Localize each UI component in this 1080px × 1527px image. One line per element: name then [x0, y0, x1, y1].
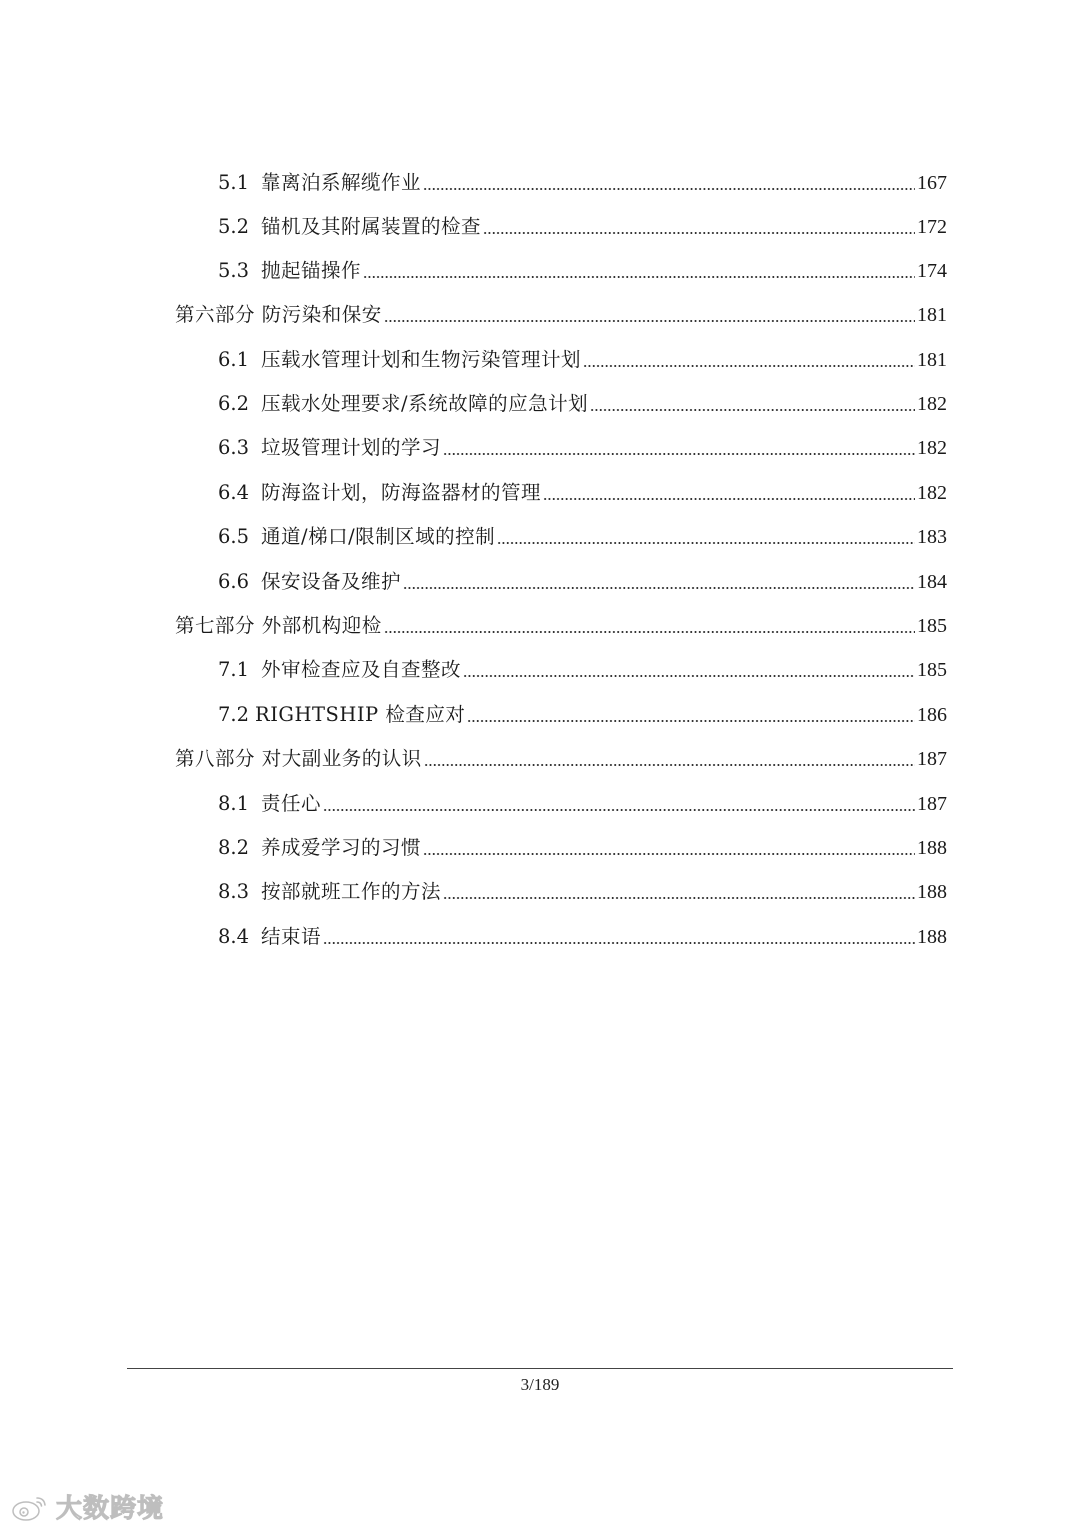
toc-entry-title: RIGHTSHIP 检查应对 — [255, 703, 466, 726]
toc-entry-page: 188 — [917, 837, 947, 859]
toc-entry-page: 185 — [917, 659, 947, 681]
toc-entry-page: 174 — [917, 260, 947, 282]
toc-dot-leader — [363, 276, 915, 278]
toc-entry-number: 5.2 — [218, 215, 250, 238]
toc-dot-leader — [543, 498, 915, 500]
toc-entry-number: 6.3 — [218, 436, 250, 459]
toc-entry-number: 7.1 — [218, 658, 250, 681]
toc-entry-number: 8.4 — [218, 925, 250, 948]
toc-part-heading — [175, 608, 947, 638]
toc-entry-number: 6.4 — [218, 481, 250, 504]
toc-dot-leader — [590, 409, 915, 411]
toc-dot-leader — [424, 764, 915, 766]
toc-entry-title: 压载水管理计划和生物污染管理计划 — [261, 348, 582, 371]
toc-part-heading — [175, 297, 947, 327]
toc-entry-page: 182 — [917, 437, 947, 459]
toc-entry-number: 5.3 — [218, 259, 250, 282]
toc-entry-title: 抛起锚操作 — [261, 259, 362, 282]
toc-entry-number: 5.1 — [218, 171, 250, 194]
toc-entry — [218, 253, 947, 283]
toc-dot-leader — [483, 232, 915, 234]
toc-entry — [218, 475, 947, 505]
watermark — [10, 1488, 164, 1525]
toc-entry-title: 结束语 — [261, 925, 322, 948]
toc-entry-title: 防海盗计划，防海盗器材的管理 — [261, 481, 542, 504]
toc-dot-leader — [403, 587, 915, 589]
toc-dot-leader — [467, 720, 915, 722]
toc-entry — [218, 209, 947, 239]
toc-entry-page: 186 — [917, 704, 947, 726]
toc-entry-title: 锚机及其附属装置的检查 — [261, 215, 482, 238]
toc-entry-number: 8.3 — [218, 880, 250, 903]
toc-entry-title: 靠离泊系解缆作业 — [261, 171, 422, 194]
toc-entry-page: 181 — [917, 349, 947, 371]
toc-entry-title: 外审检查应及自查整改 — [261, 658, 462, 681]
toc-entry — [218, 519, 947, 549]
toc-entry-title: 第八部分 对大副业务的认识 — [175, 747, 422, 770]
toc-entry-page: 188 — [917, 881, 947, 903]
toc-entry — [218, 697, 947, 727]
toc-dot-leader — [423, 188, 915, 190]
toc-entry — [218, 786, 947, 816]
toc-dot-leader — [323, 942, 915, 944]
toc-entry — [218, 342, 947, 372]
toc-dot-leader — [583, 365, 915, 367]
toc-entry-page: 172 — [917, 216, 947, 238]
toc-entry — [218, 386, 947, 416]
toc-entry — [218, 919, 947, 949]
toc-entry-page: 187 — [917, 748, 947, 770]
toc-entry-number: 8.1 — [218, 792, 250, 815]
toc-entry — [218, 564, 947, 594]
toc-entry-title: 责任心 — [261, 792, 322, 815]
watermark-text: 大数跨境 — [56, 1494, 165, 1524]
toc-entry — [218, 430, 947, 460]
toc-entry-number: 7.2 — [218, 703, 250, 726]
toc-entry-title: 压载水处理要求/系统故障的应急计划 — [261, 392, 589, 415]
toc-dot-leader — [497, 542, 915, 544]
toc-entry — [218, 652, 947, 682]
toc-dot-leader — [463, 675, 915, 677]
toc-dot-leader — [443, 453, 915, 455]
toc-entry-page: 187 — [917, 793, 947, 815]
toc-entry-page: 185 — [917, 615, 947, 637]
toc-entry-page: 181 — [917, 304, 947, 326]
toc-entry-number: 8.2 — [218, 836, 250, 859]
toc-entry-page: 184 — [917, 571, 947, 593]
toc-entry-page: 182 — [917, 482, 947, 504]
toc-entry-page: 167 — [917, 172, 947, 194]
toc-entry-page: 188 — [917, 926, 947, 948]
toc-part-heading — [175, 741, 947, 771]
toc-entry-number: 6.1 — [218, 348, 250, 371]
toc-entry-title: 第六部分 防污染和保安 — [175, 303, 382, 326]
toc-dot-leader — [423, 853, 915, 855]
toc-entry-title: 垃圾管理计划的学习 — [261, 436, 442, 459]
toc-entry-page: 182 — [917, 393, 947, 415]
footer-divider — [127, 1368, 953, 1369]
toc-entry-number: 6.5 — [218, 525, 250, 548]
toc-dot-leader — [443, 897, 915, 899]
toc-entry — [218, 830, 947, 860]
toc-dot-leader — [323, 809, 915, 811]
toc-entry-title: 保安设备及维护 — [261, 570, 402, 593]
toc-entry-page: 183 — [917, 526, 947, 548]
toc-entry-title: 第七部分 外部机构迎检 — [175, 614, 382, 637]
toc-entry-number: 6.6 — [218, 570, 250, 593]
weibo-logo-icon — [10, 1492, 50, 1522]
toc-dot-leader — [384, 320, 915, 322]
toc-entry-number: 6.2 — [218, 392, 250, 415]
toc-dot-leader — [384, 631, 915, 633]
toc-entry-title: 养成爱学习的习惯 — [261, 836, 422, 859]
toc-entry-title: 通道/梯口/限制区域的控制 — [261, 525, 496, 548]
toc-entry — [218, 874, 947, 904]
page-indicator: 3/189 — [520, 1375, 560, 1394]
toc-entry — [218, 165, 947, 195]
toc-entry-title: 按部就班工作的方法 — [261, 880, 442, 903]
